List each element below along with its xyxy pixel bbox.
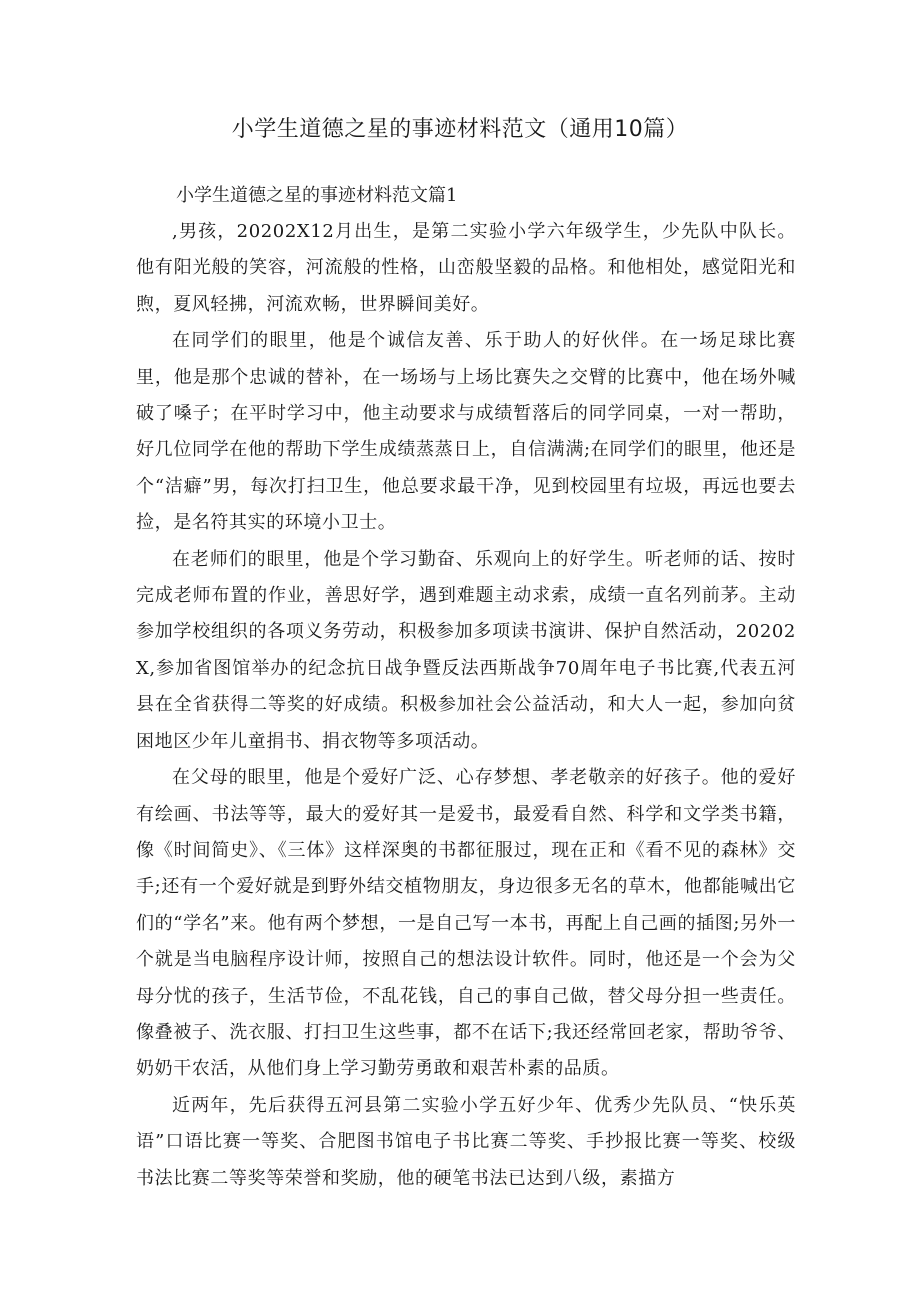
document-body [136, 178, 796, 1197]
paragraph-teachers: 在老师们的眼里，他是个学习勤奋、乐观向上的好学生。听老师的话、按时完成老师布置的作业，善思好学，遇到难题主动求索，成绩一直名列前茅。主动参加学校组织的各项义务劳动，积极参加多项读书演讲、保护自然活动，20202X,参加省图馆举办的纪念抗日战争暨反法西斯战争70周年电子书比赛,代表五河县在全省获得二等奖的好成绩。积极参加社会公益活动，和大人一起，参加向贫困地区少年儿童捐书、捐衣物等多项活动。 [136, 548, 796, 752]
paragraph-classmates: 在同学们的眼里，他是个诚信友善、乐于助人的好伙伴。在一场足球比赛里，他是那个忠诚的替补，在一场场与上场比赛失之交臂的比赛中，他在场外喊破了嗓子；在平时学习中，他主动要求与成绩暂落后的同学同桌，一对一帮助，好几位同学在他的帮助下学生成绩蒸蒸日上，自信满满;在同学们的眼里，他还是个“洁癖”男，每次打扫卫生，他总要求最干净，见到校园里有垃圾，再远也要去捡，是名符其实的环境小卫士。 [136, 330, 796, 534]
paragraph-intro: ,男孩，20202X12月出生，是第二实验小学六年级学生，少先队中队长。他有阳光般的笑容，河流般的性格，山峦般坚毅的品格。和他相处，感觉阳光和煦，夏风轻拂，河流欢畅，世界瞬间美好。 [136, 221, 796, 315]
section-heading: 小学生道德之星的事迹材料范文篇1 [176, 185, 458, 206]
paragraph-parents: 在父母的眼里，他是个爱好广泛、心存梦想、孝老敬亲的好孩子。他的爱好有绘画、书法等等，最大的爱好其一是爱书，最爱看自然、科学和文学类书籍，像《时间简史》、《三体》这样深奥的书都征服过，现在正和《看不见的森林》交手;还有一个爱好就是到野外结交植物朋友，身边很多无名的草木，他都能喊出它们的“学名”来。他有两个梦想，一是自己写一本书，再配上自己画的插图;另外一个就是当电脑程序设计师，按照自己的想法设计软件。同时，他还是一个会为父母分忧的孩子，生活节俭，不乱花钱，自己的事自己做，替父母分担一些责任。像叠被子、洗衣服、打扫卫生这些事，都不在话下;我还经常回老家，帮助爷爷、奶奶干农活，从他们身上学习勤劳勇敢和艰苦朴素的品质。 [136, 767, 796, 1080]
document-title: 小学生道德之星的事迹材料范文（通用10篇） [231, 117, 689, 142]
paragraph-awards: 近两年，先后获得五河县第二实验小学五好少年、优秀少先队员、“快乐英语”口语比赛一等奖、合肥图书馆电子书比赛二等奖、手抄报比赛一等奖、校级书法比赛二等奖等荣誉和奖励，他的硬笔书法已达到八级，素描方 [136, 1094, 796, 1189]
